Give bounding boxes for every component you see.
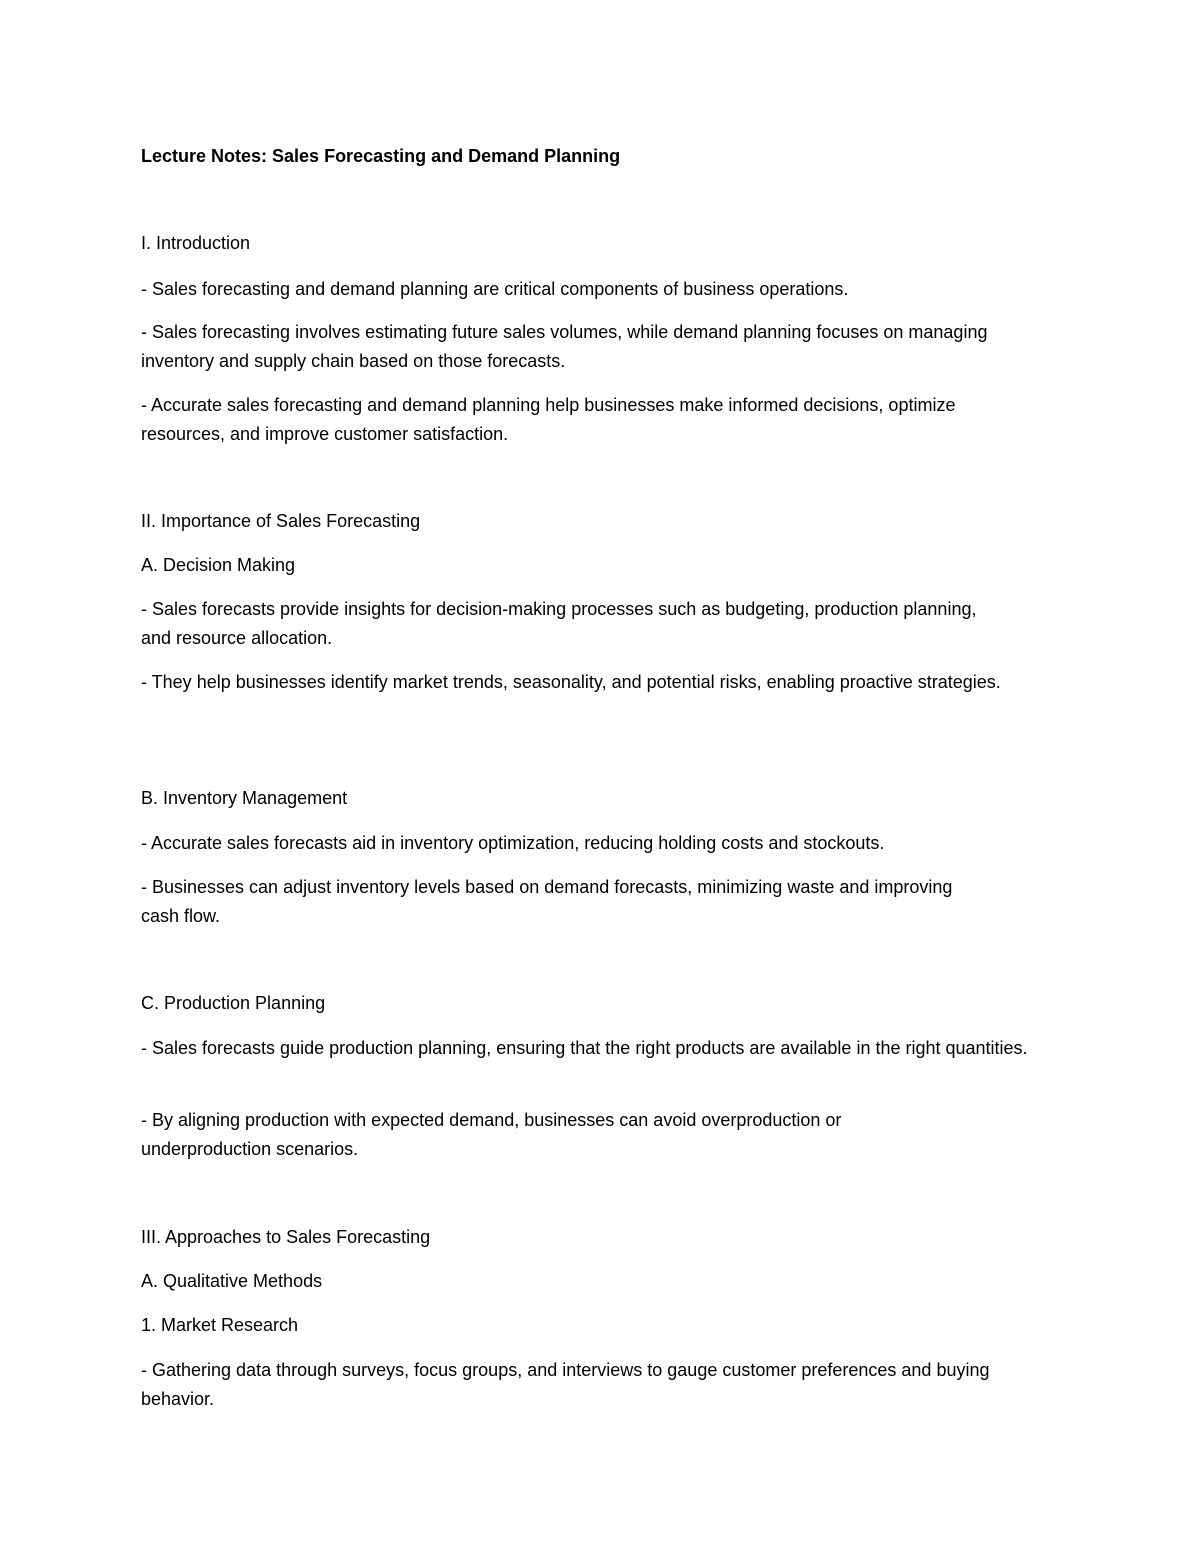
subsection-heading-decision-making: A. Decision Making [141, 555, 296, 575]
production-bullet-2 [141, 1106, 1061, 1164]
market-research-bullet-1-line-2: behavior. [141, 1389, 215, 1409]
subsection-heading-production: C. Production Planning [141, 993, 326, 1013]
market-research-bullet-1 [141, 1356, 1061, 1414]
section-heading-importance: II. Importance of Sales Forecasting [141, 511, 421, 531]
item-heading-market-research: 1. Market Research [141, 1315, 299, 1335]
inventory-bullet-1: - Accurate sales forecasts aid in inventory optimization, reducing holding costs and stockouts. [141, 833, 885, 853]
market-research-bullet-1-line-1: - Gathering data through surveys, focus groups, and interviews to gauge customer preferences and buying [141, 1360, 990, 1380]
decision-bullet-1-line-1: - Sales forecasts provide insights for decision-making processes such as budgeting, production planning, [141, 599, 977, 619]
inventory-bullet-2 [141, 873, 1061, 931]
intro-bullet-3-line-1: - Accurate sales forecasting and demand planning help businesses make informed decisions, optimize [141, 395, 956, 415]
decision-bullet-1 [141, 595, 1061, 653]
intro-bullet-2 [141, 318, 1061, 376]
intro-bullet-2-line-1: - Sales forecasting involves estimating future sales volumes, while demand planning focuses on managing [141, 322, 988, 342]
inventory-bullet-2-line-2: cash flow. [141, 906, 221, 926]
production-bullet-2-line-1: - By aligning production with expected demand, businesses can avoid overproduction or [141, 1110, 842, 1130]
section-heading-approaches: III. Approaches to Sales Forecasting [141, 1227, 431, 1247]
intro-bullet-3-line-2: resources, and improve customer satisfaction. [141, 424, 509, 444]
production-bullet-1 [141, 1034, 1061, 1063]
inventory-bullet-2-line-1: - Businesses can adjust inventory levels based on demand forecasts, minimizing waste and improving [141, 877, 953, 897]
decision-bullet-2-line-1: - They help businesses identify market trends, seasonality, and potential risks, enabling proactive strategies. [141, 672, 1001, 692]
intro-bullet-2-line-2: inventory and supply chain based on those forecasts. [141, 351, 566, 371]
subsection-heading-qualitative: A. Qualitative Methods [141, 1271, 323, 1291]
document-title: Lecture Notes: Sales Forecasting and Demand Planning [141, 146, 621, 166]
subsection-heading-inventory: B. Inventory Management [141, 788, 348, 808]
decision-bullet-1-line-2: and resource allocation. [141, 628, 333, 648]
section-heading-introduction: I. Introduction [141, 233, 251, 253]
production-bullet-1-line-1: - Sales forecasts guide production planning, ensuring that the right products are available in the right quantities. [141, 1038, 1028, 1058]
intro-bullet-1: - Sales forecasting and demand planning are critical components of business operations. [141, 279, 849, 299]
intro-bullet-3 [141, 391, 1061, 449]
decision-bullet-2 [141, 668, 1061, 697]
production-bullet-2-line-2: underproduction scenarios. [141, 1139, 359, 1159]
